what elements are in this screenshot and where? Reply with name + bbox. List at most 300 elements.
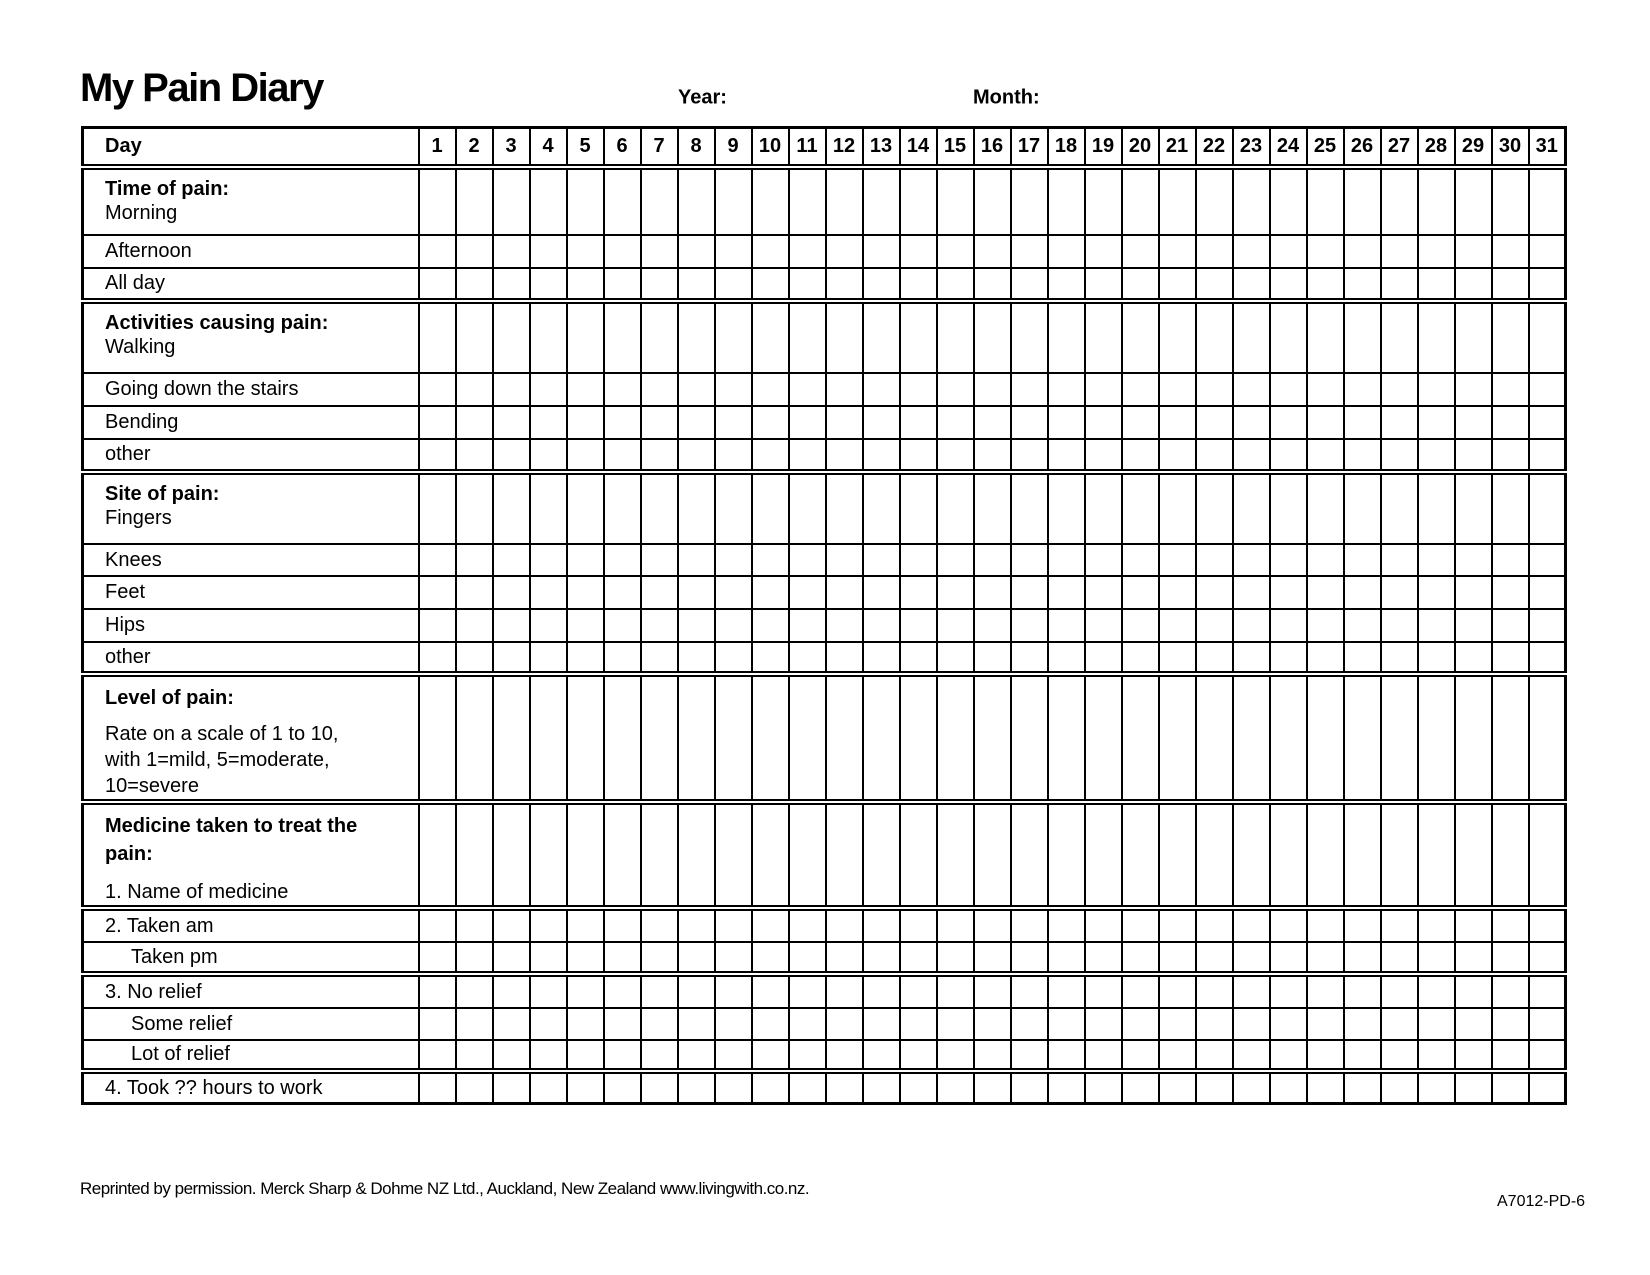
day-cell[interactable] (1418, 544, 1455, 576)
day-cell[interactable] (937, 576, 974, 609)
day-cell[interactable] (863, 576, 900, 609)
day-cell[interactable] (1418, 802, 1455, 908)
day-cell[interactable] (789, 167, 826, 235)
day-cell[interactable] (900, 439, 937, 472)
day-cell[interactable] (900, 406, 937, 439)
day-cell[interactable] (1344, 942, 1381, 974)
day-cell[interactable] (604, 609, 641, 642)
day-cell[interactable] (1307, 235, 1344, 268)
day-cell[interactable] (1492, 406, 1529, 439)
day-cell[interactable] (1529, 802, 1566, 908)
day-cell[interactable] (419, 235, 456, 268)
day-cell[interactable] (1455, 974, 1492, 1008)
day-cell[interactable] (1196, 674, 1233, 802)
day-cell[interactable] (604, 908, 641, 942)
day-cell[interactable] (1233, 439, 1270, 472)
day-cell[interactable] (567, 609, 604, 642)
day-cell[interactable] (1122, 373, 1159, 406)
day-cell[interactable] (1122, 802, 1159, 908)
day-cell[interactable] (1492, 576, 1529, 609)
day-cell[interactable] (1492, 268, 1529, 301)
day-cell[interactable] (715, 908, 752, 942)
day-cell[interactable] (1344, 406, 1381, 439)
day-cell[interactable] (419, 268, 456, 301)
day-cell[interactable] (530, 642, 567, 674)
day-cell[interactable] (789, 642, 826, 674)
day-cell[interactable] (1048, 167, 1085, 235)
day-cell[interactable] (1529, 472, 1566, 544)
day-cell[interactable] (1455, 406, 1492, 439)
day-cell[interactable] (1196, 1008, 1233, 1040)
day-cell[interactable] (1233, 974, 1270, 1008)
day-cell[interactable] (530, 439, 567, 472)
day-cell[interactable] (1159, 1008, 1196, 1040)
day-cell[interactable] (863, 268, 900, 301)
day-cell[interactable] (1270, 544, 1307, 576)
day-cell[interactable] (715, 674, 752, 802)
day-cell[interactable] (493, 674, 530, 802)
day-cell[interactable] (678, 472, 715, 544)
day-cell[interactable] (1529, 268, 1566, 301)
day-cell[interactable] (1159, 1071, 1196, 1104)
day-cell[interactable] (826, 576, 863, 609)
day-cell[interactable] (1418, 406, 1455, 439)
day-cell[interactable] (826, 268, 863, 301)
day-cell[interactable] (1011, 974, 1048, 1008)
day-cell[interactable] (1418, 268, 1455, 301)
day-cell[interactable] (715, 268, 752, 301)
day-cell[interactable] (604, 1040, 641, 1071)
day-cell[interactable] (493, 268, 530, 301)
day-cell[interactable] (937, 301, 974, 373)
day-cell[interactable] (1307, 268, 1344, 301)
day-cell[interactable] (826, 942, 863, 974)
day-cell[interactable] (715, 472, 752, 544)
day-cell[interactable] (752, 1008, 789, 1040)
day-cell[interactable] (1455, 439, 1492, 472)
day-cell[interactable] (530, 674, 567, 802)
day-cell[interactable] (1122, 268, 1159, 301)
day-cell[interactable] (678, 576, 715, 609)
day-cell[interactable] (419, 439, 456, 472)
day-cell[interactable] (1381, 802, 1418, 908)
day-cell[interactable] (530, 406, 567, 439)
day-cell[interactable] (641, 1008, 678, 1040)
day-cell[interactable] (456, 235, 493, 268)
day-cell[interactable] (493, 1008, 530, 1040)
day-cell[interactable] (567, 802, 604, 908)
day-cell[interactable] (1011, 544, 1048, 576)
day-cell[interactable] (678, 642, 715, 674)
day-cell[interactable] (678, 167, 715, 235)
day-cell[interactable] (456, 674, 493, 802)
day-cell[interactable] (715, 642, 752, 674)
day-cell[interactable] (604, 802, 641, 908)
day-cell[interactable] (1492, 235, 1529, 268)
day-cell[interactable] (789, 908, 826, 942)
day-cell[interactable] (493, 942, 530, 974)
day-cell[interactable] (456, 373, 493, 406)
day-cell[interactable] (715, 1040, 752, 1071)
day-cell[interactable] (752, 609, 789, 642)
day-cell[interactable] (1048, 1008, 1085, 1040)
day-cell[interactable] (1011, 642, 1048, 674)
day-cell[interactable] (493, 1071, 530, 1104)
day-cell[interactable] (1529, 406, 1566, 439)
day-cell[interactable] (1344, 1040, 1381, 1071)
day-cell[interactable] (1418, 439, 1455, 472)
day-cell[interactable] (1418, 942, 1455, 974)
day-cell[interactable] (1307, 576, 1344, 609)
day-cell[interactable] (641, 472, 678, 544)
day-cell[interactable] (1233, 406, 1270, 439)
day-cell[interactable] (826, 167, 863, 235)
day-cell[interactable] (678, 268, 715, 301)
day-cell[interactable] (419, 609, 456, 642)
day-cell[interactable] (419, 908, 456, 942)
day-cell[interactable] (1492, 802, 1529, 908)
day-cell[interactable] (456, 472, 493, 544)
month-field[interactable] (1040, 86, 1210, 110)
day-cell[interactable] (1455, 1071, 1492, 1104)
day-cell[interactable] (900, 301, 937, 373)
day-cell[interactable] (789, 802, 826, 908)
day-cell[interactable] (1196, 1071, 1233, 1104)
day-cell[interactable] (1233, 235, 1270, 268)
day-cell[interactable] (604, 439, 641, 472)
day-cell[interactable] (1492, 908, 1529, 942)
day-cell[interactable] (456, 544, 493, 576)
day-cell[interactable] (493, 1040, 530, 1071)
day-cell[interactable] (1270, 974, 1307, 1008)
day-cell[interactable] (715, 301, 752, 373)
day-cell[interactable] (641, 301, 678, 373)
day-cell[interactable] (863, 167, 900, 235)
day-cell[interactable] (641, 974, 678, 1008)
day-cell[interactable] (1307, 1040, 1344, 1071)
day-cell[interactable] (715, 942, 752, 974)
day-cell[interactable] (493, 472, 530, 544)
day-cell[interactable] (1048, 301, 1085, 373)
day-cell[interactable] (1048, 268, 1085, 301)
day-cell[interactable] (1233, 1071, 1270, 1104)
day-cell[interactable] (1085, 373, 1122, 406)
day-cell[interactable] (1270, 1071, 1307, 1104)
day-cell[interactable] (530, 373, 567, 406)
day-cell[interactable] (1307, 406, 1344, 439)
day-cell[interactable] (1048, 472, 1085, 544)
day-cell[interactable] (1529, 576, 1566, 609)
day-cell[interactable] (604, 544, 641, 576)
day-cell[interactable] (1307, 439, 1344, 472)
day-cell[interactable] (1529, 942, 1566, 974)
day-cell[interactable] (863, 1071, 900, 1104)
day-cell[interactable] (974, 1008, 1011, 1040)
day-cell[interactable] (937, 609, 974, 642)
day-cell[interactable] (1011, 406, 1048, 439)
day-cell[interactable] (456, 576, 493, 609)
day-cell[interactable] (493, 802, 530, 908)
day-cell[interactable] (789, 235, 826, 268)
day-cell[interactable] (1085, 406, 1122, 439)
day-cell[interactable] (1048, 1040, 1085, 1071)
day-cell[interactable] (1122, 235, 1159, 268)
day-cell[interactable] (1085, 802, 1122, 908)
day-cell[interactable] (752, 167, 789, 235)
day-cell[interactable] (1270, 674, 1307, 802)
day-cell[interactable] (1011, 576, 1048, 609)
day-cell[interactable] (419, 406, 456, 439)
day-cell[interactable] (1270, 167, 1307, 235)
day-cell[interactable] (715, 544, 752, 576)
day-cell[interactable] (419, 544, 456, 576)
day-cell[interactable] (826, 1040, 863, 1071)
day-cell[interactable] (789, 674, 826, 802)
day-cell[interactable] (1418, 609, 1455, 642)
day-cell[interactable] (863, 235, 900, 268)
day-cell[interactable] (1122, 576, 1159, 609)
day-cell[interactable] (974, 642, 1011, 674)
day-cell[interactable] (974, 167, 1011, 235)
day-cell[interactable] (974, 235, 1011, 268)
day-cell[interactable] (1381, 576, 1418, 609)
day-cell[interactable] (1307, 674, 1344, 802)
day-cell[interactable] (937, 406, 974, 439)
day-cell[interactable] (493, 642, 530, 674)
day-cell[interactable] (1159, 576, 1196, 609)
day-cell[interactable] (752, 301, 789, 373)
day-cell[interactable] (1122, 1071, 1159, 1104)
day-cell[interactable] (1159, 609, 1196, 642)
day-cell[interactable] (1233, 908, 1270, 942)
day-cell[interactable] (1381, 406, 1418, 439)
day-cell[interactable] (1196, 609, 1233, 642)
day-cell[interactable] (1011, 942, 1048, 974)
day-cell[interactable] (1085, 1071, 1122, 1104)
day-cell[interactable] (1085, 301, 1122, 373)
day-cell[interactable] (641, 802, 678, 908)
day-cell[interactable] (1418, 373, 1455, 406)
day-cell[interactable] (1492, 1040, 1529, 1071)
day-cell[interactable] (1492, 942, 1529, 974)
day-cell[interactable] (1011, 373, 1048, 406)
day-cell[interactable] (900, 674, 937, 802)
day-cell[interactable] (1455, 1040, 1492, 1071)
day-cell[interactable] (1529, 908, 1566, 942)
day-cell[interactable] (1085, 974, 1122, 1008)
day-cell[interactable] (974, 908, 1011, 942)
day-cell[interactable] (1381, 974, 1418, 1008)
day-cell[interactable] (937, 472, 974, 544)
day-cell[interactable] (1233, 268, 1270, 301)
day-cell[interactable] (1529, 1040, 1566, 1071)
day-cell[interactable] (1159, 268, 1196, 301)
day-cell[interactable] (1344, 439, 1381, 472)
day-cell[interactable] (1159, 472, 1196, 544)
day-cell[interactable] (1307, 544, 1344, 576)
day-cell[interactable] (641, 908, 678, 942)
day-cell[interactable] (900, 1008, 937, 1040)
day-cell[interactable] (974, 373, 1011, 406)
day-cell[interactable] (1159, 1040, 1196, 1071)
day-cell[interactable] (1529, 544, 1566, 576)
day-cell[interactable] (1344, 167, 1381, 235)
day-cell[interactable] (1233, 576, 1270, 609)
day-cell[interactable] (678, 974, 715, 1008)
day-cell[interactable] (1344, 974, 1381, 1008)
day-cell[interactable] (826, 439, 863, 472)
day-cell[interactable] (1048, 942, 1085, 974)
day-cell[interactable] (900, 472, 937, 544)
day-cell[interactable] (1492, 674, 1529, 802)
day-cell[interactable] (641, 406, 678, 439)
day-cell[interactable] (1085, 472, 1122, 544)
day-cell[interactable] (900, 642, 937, 674)
day-cell[interactable] (678, 1040, 715, 1071)
day-cell[interactable] (493, 167, 530, 235)
day-cell[interactable] (1381, 1040, 1418, 1071)
day-cell[interactable] (900, 373, 937, 406)
day-cell[interactable] (937, 167, 974, 235)
day-cell[interactable] (863, 974, 900, 1008)
day-cell[interactable] (1418, 301, 1455, 373)
day-cell[interactable] (1122, 472, 1159, 544)
day-cell[interactable] (826, 544, 863, 576)
day-cell[interactable] (1455, 908, 1492, 942)
day-cell[interactable] (1233, 674, 1270, 802)
day-cell[interactable] (1307, 942, 1344, 974)
day-cell[interactable] (1381, 1008, 1418, 1040)
day-cell[interactable] (678, 406, 715, 439)
day-cell[interactable] (1381, 235, 1418, 268)
day-cell[interactable] (530, 301, 567, 373)
day-cell[interactable] (1455, 544, 1492, 576)
day-cell[interactable] (1122, 167, 1159, 235)
day-cell[interactable] (974, 406, 1011, 439)
day-cell[interactable] (678, 1071, 715, 1104)
day-cell[interactable] (1344, 802, 1381, 908)
day-cell[interactable] (1122, 974, 1159, 1008)
day-cell[interactable] (715, 1071, 752, 1104)
day-cell[interactable] (1196, 908, 1233, 942)
day-cell[interactable] (567, 268, 604, 301)
day-cell[interactable] (1122, 609, 1159, 642)
day-cell[interactable] (1159, 373, 1196, 406)
day-cell[interactable] (419, 167, 456, 235)
day-cell[interactable] (604, 974, 641, 1008)
day-cell[interactable] (863, 1040, 900, 1071)
day-cell[interactable] (752, 642, 789, 674)
day-cell[interactable] (1344, 674, 1381, 802)
day-cell[interactable] (493, 576, 530, 609)
day-cell[interactable] (678, 544, 715, 576)
day-cell[interactable] (1048, 802, 1085, 908)
day-cell[interactable] (1011, 1071, 1048, 1104)
day-cell[interactable] (456, 942, 493, 974)
day-cell[interactable] (1270, 642, 1307, 674)
day-cell[interactable] (752, 1040, 789, 1071)
day-cell[interactable] (1159, 406, 1196, 439)
day-cell[interactable] (1529, 674, 1566, 802)
day-cell[interactable] (641, 1071, 678, 1104)
day-cell[interactable] (752, 802, 789, 908)
day-cell[interactable] (937, 642, 974, 674)
day-cell[interactable] (1455, 609, 1492, 642)
day-cell[interactable] (1270, 1008, 1307, 1040)
day-cell[interactable] (1159, 674, 1196, 802)
day-cell[interactable] (1418, 974, 1455, 1008)
day-cell[interactable] (1159, 235, 1196, 268)
day-cell[interactable] (1307, 802, 1344, 908)
day-cell[interactable] (1011, 301, 1048, 373)
day-cell[interactable] (604, 472, 641, 544)
day-cell[interactable] (604, 1071, 641, 1104)
day-cell[interactable] (974, 544, 1011, 576)
day-cell[interactable] (900, 908, 937, 942)
day-cell[interactable] (419, 472, 456, 544)
day-cell[interactable] (1196, 942, 1233, 974)
day-cell[interactable] (567, 406, 604, 439)
day-cell[interactable] (678, 1008, 715, 1040)
day-cell[interactable] (493, 439, 530, 472)
day-cell[interactable] (715, 1008, 752, 1040)
day-cell[interactable] (530, 472, 567, 544)
day-cell[interactable] (1196, 268, 1233, 301)
day-cell[interactable] (530, 167, 567, 235)
day-cell[interactable] (1159, 167, 1196, 235)
day-cell[interactable] (752, 942, 789, 974)
day-cell[interactable] (863, 544, 900, 576)
day-cell[interactable] (752, 268, 789, 301)
day-cell[interactable] (1307, 167, 1344, 235)
day-cell[interactable] (752, 974, 789, 1008)
day-cell[interactable] (1122, 301, 1159, 373)
day-cell[interactable] (567, 167, 604, 235)
day-cell[interactable] (456, 439, 493, 472)
day-cell[interactable] (974, 974, 1011, 1008)
day-cell[interactable] (863, 1008, 900, 1040)
day-cell[interactable] (1492, 167, 1529, 235)
day-cell[interactable] (567, 301, 604, 373)
day-cell[interactable] (1011, 674, 1048, 802)
day-cell[interactable] (1085, 1008, 1122, 1040)
day-cell[interactable] (1048, 406, 1085, 439)
day-cell[interactable] (1270, 609, 1307, 642)
day-cell[interactable] (900, 576, 937, 609)
day-cell[interactable] (1233, 942, 1270, 974)
day-cell[interactable] (1048, 974, 1085, 1008)
day-cell[interactable] (1381, 908, 1418, 942)
day-cell[interactable] (1270, 235, 1307, 268)
day-cell[interactable] (826, 406, 863, 439)
day-cell[interactable] (1455, 1008, 1492, 1040)
day-cell[interactable] (1492, 301, 1529, 373)
day-cell[interactable] (456, 802, 493, 908)
day-cell[interactable] (678, 439, 715, 472)
day-cell[interactable] (1492, 609, 1529, 642)
day-cell[interactable] (937, 1008, 974, 1040)
day-cell[interactable] (752, 439, 789, 472)
day-cell[interactable] (715, 406, 752, 439)
day-cell[interactable] (1344, 609, 1381, 642)
day-cell[interactable] (752, 373, 789, 406)
day-cell[interactable] (1381, 472, 1418, 544)
day-cell[interactable] (1418, 642, 1455, 674)
day-cell[interactable] (863, 472, 900, 544)
day-cell[interactable] (1344, 268, 1381, 301)
day-cell[interactable] (974, 268, 1011, 301)
day-cell[interactable] (1381, 674, 1418, 802)
